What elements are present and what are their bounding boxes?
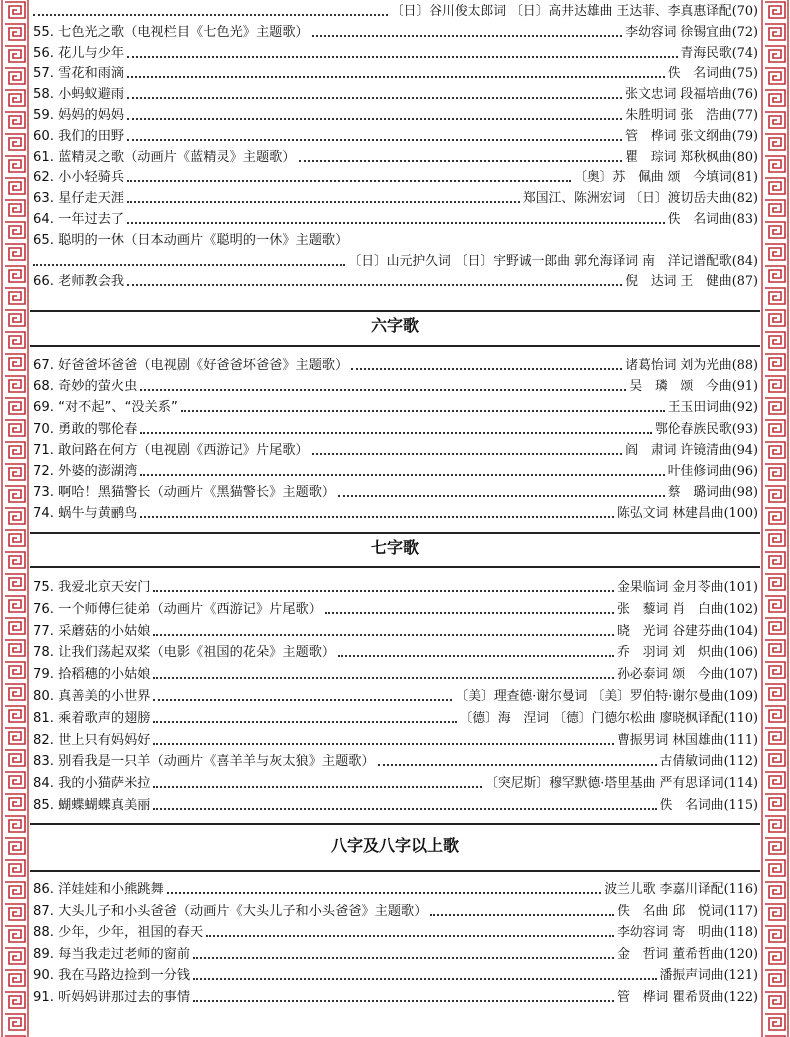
toc-entry-page: (115) — [723, 798, 758, 813]
toc-entry-title: 80. 真善美的小世界 — [33, 689, 151, 704]
toc-entry-page: (76) — [731, 87, 758, 103]
toc-entry-title: 79. 拾稻穗的小姑娘 — [33, 667, 151, 683]
toc-entry-title: 89. 每当我走过老师的窗前 — [33, 946, 191, 962]
leader-dots — [153, 807, 656, 810]
toc-entry — [30, 482, 760, 503]
decorative-border-left — [0, 0, 30, 1037]
toc-entry-page: (83) — [731, 212, 758, 227]
toc-entry-page: (118) — [723, 925, 758, 941]
toc-entry-page: (110) — [723, 710, 758, 726]
toc-entry — [30, 708, 760, 729]
leader-dots — [206, 934, 614, 937]
leader-dots — [33, 263, 345, 266]
toc-entry-title: 61. 蓝精灵之歌（动画片《蓝精灵》主题歌） — [33, 149, 296, 165]
toc-entry — [30, 751, 760, 772]
toc-entry — [30, 944, 760, 965]
toc-entry — [30, 879, 760, 900]
toc-entry — [30, 730, 760, 751]
section-rule — [30, 345, 760, 347]
leader-dots — [153, 633, 614, 636]
toc-entry-credits: 吴 璘 颂 今曲 — [629, 379, 732, 395]
leader-dots — [338, 654, 614, 657]
toc-entry-credits: 管 桦词 张文纲曲 — [625, 128, 732, 144]
leader-dots — [140, 388, 626, 391]
toc-entry — [30, 147, 760, 168]
toc-entry-page: (84) — [731, 253, 758, 269]
toc-entry — [30, 355, 760, 376]
section-heading-eight-char: 八字及八字以上歌 — [330, 836, 459, 855]
toc-entry-credits: 管 桦词 瞿希贤曲 — [617, 990, 724, 1005]
toc-entry-credits: 鄂伦春族民歌 — [654, 421, 732, 437]
toc-entry-credits: 陈弘文词 林建昌曲 — [617, 506, 724, 522]
toc-entry-title: 74. 蜗牛与黄鹂鸟 — [33, 506, 138, 522]
toc-entry-credits: 青海民歌 — [680, 45, 732, 61]
toc-entry — [30, 126, 760, 147]
leader-dots — [127, 117, 622, 120]
toc-entry-credits: 佚 名词曲 — [667, 66, 732, 82]
toc-entry-title: 69. “对不起”、“没关系” — [33, 400, 178, 416]
toc-entry-credits: 〔突尼斯〕穆罕默德·塔里基曲 严有思译词 — [485, 776, 724, 792]
toc-entry — [30, 795, 760, 816]
toc-entry-title: 72. 外婆的澎湖湾 — [33, 464, 138, 479]
toc-entry-title: 88. 少年，少年，祖国的春天 — [33, 925, 204, 941]
toc-entry-title: 57. 雪花和雨滴 — [33, 66, 125, 82]
toc-entry-credits: 〔美〕理查德·谢尔曼词 〔美〕罗伯特·谢尔曼曲 — [455, 689, 724, 704]
toc-entry-page: (75) — [731, 66, 758, 82]
toc-entry-credits: 李幼容词 寄 明曲 — [617, 925, 724, 941]
toc-entry-credits: 张 藜词 肖 白曲 — [617, 601, 724, 617]
toc-entry-credits: 佚 名曲 邱 悦词 — [617, 903, 724, 919]
toc-entry — [30, 167, 760, 188]
leader-dots — [325, 611, 614, 614]
leader-dots — [299, 159, 623, 162]
section-rule — [30, 823, 760, 825]
toc-entry-title: 62. 小小轻骑兵 — [33, 170, 125, 186]
toc-entry — [30, 1, 760, 22]
leader-dots — [153, 698, 452, 701]
toc-entry-title: 81. 乘着歌声的翅膀 — [33, 710, 151, 726]
toc-entry — [30, 965, 760, 986]
toc-entry-title: 63. 星仔走天涯 — [33, 191, 125, 207]
toc-entry — [30, 987, 760, 1008]
toc-entry-page: (74) — [731, 45, 758, 61]
toc-entry-page: (112) — [723, 754, 758, 770]
leader-dots — [127, 283, 622, 286]
leader-dots — [312, 452, 623, 455]
leader-dots — [140, 473, 664, 476]
toc-entry-credits: 倪 达词 王 健曲 — [625, 274, 732, 290]
leader-dots — [127, 55, 677, 58]
leader-dots — [127, 138, 622, 141]
toc-entry — [30, 599, 760, 620]
section-rule — [30, 310, 760, 312]
toc-entry-page: (98) — [731, 485, 758, 501]
toc-entry-page: (120) — [723, 946, 758, 962]
toc-entry-page: (100) — [723, 506, 758, 522]
toc-entry-title: 73. 啊哈！黑猫警长（动画片《黑猫警长》主题歌） — [33, 485, 336, 501]
section-rule — [30, 870, 760, 872]
section-heading-seven-char: 七字歌 — [370, 538, 419, 557]
toc-entry-credits: 郑国江、陈洲宏词 〔日〕渡切岳夫曲 — [522, 191, 732, 207]
toc-entry-page: (94) — [731, 442, 758, 458]
toc-entry — [30, 901, 760, 922]
toc-entry-title: 78. 让我们荡起双桨（电影《祖国的花朵》主题歌） — [33, 645, 336, 661]
toc-entry-title: 67. 好爸爸坏爸爸（电视剧《好爸爸坏爸爸》主题歌） — [33, 358, 349, 373]
toc-entry — [30, 43, 760, 64]
toc-entry — [30, 642, 760, 663]
toc-entry-page: (93) — [731, 421, 758, 437]
toc-entry-title: 75. 我爱北京天安门 — [33, 580, 151, 595]
toc-entry-credits: 王玉田词曲 — [667, 400, 732, 416]
leader-dots — [312, 34, 623, 37]
toc-entry-credits: 阎 肃词 许镜清曲 — [625, 442, 732, 458]
toc-entry-page: (121) — [723, 968, 758, 984]
toc-entry-title: 66. 老师教会我 — [33, 274, 125, 290]
toc-entry-credits: 〔奥〕苏 佩曲 颂 今填词 — [574, 170, 732, 186]
section-heading-six-char: 六字歌 — [370, 316, 419, 335]
toc-entry-page: (80) — [731, 149, 758, 165]
toc-entry — [30, 503, 760, 524]
toc-entry-page: (79) — [731, 128, 758, 144]
leader-dots — [430, 913, 614, 916]
leader-dots — [193, 977, 657, 980]
toc-entry-title: 82. 世上只有妈妈好 — [33, 732, 151, 748]
toc-entry-page: (72) — [731, 24, 758, 40]
leader-dots — [140, 431, 652, 434]
toc-entry-page: (96) — [731, 464, 758, 479]
leader-dots — [153, 676, 614, 679]
toc-entry — [30, 773, 760, 794]
leader-dots — [193, 999, 614, 1002]
toc-entry-title: 76. 一个师傅仨徒弟（动画片《西游记》片尾歌） — [33, 601, 322, 617]
toc-entry-title: 91. 听妈妈讲那过去的事情 — [33, 990, 191, 1005]
toc-entry — [30, 577, 760, 598]
toc-entry-credits: 佚 名词曲 — [667, 212, 732, 227]
leader-dots — [153, 720, 456, 723]
leader-dots — [127, 200, 520, 203]
toc-entry-page: (70) — [731, 4, 758, 19]
leader-dots — [193, 956, 614, 959]
toc-entry-page: (91) — [731, 379, 758, 395]
toc-entry-title: 77. 采蘑菇的小姑娘 — [33, 623, 151, 639]
toc-entry-page: (88) — [731, 358, 758, 373]
toc-entry — [30, 188, 760, 209]
toc-entry-title: 65. 聪明的一休（日本动画片《聪明的一休》主题歌） — [33, 232, 349, 248]
toc-entry-page: (102) — [723, 601, 758, 617]
toc-entry-credits: 朱胜明词 张 浩曲 — [625, 108, 732, 123]
toc-entry-credits: 潘振声词曲 — [659, 968, 724, 984]
toc-entry-title: 83. 别看我是一只羊（动画片《喜羊羊与灰太狼》主题歌） — [33, 754, 375, 770]
toc-entry-page: (101) — [723, 580, 758, 595]
toc-entry — [30, 686, 760, 707]
toc-entry-title: 71. 敢问路在何方（电视剧《西游记》片尾歌） — [33, 442, 309, 458]
toc-entry-credits: 叶佳修词曲 — [667, 464, 732, 479]
leader-dots — [127, 96, 622, 99]
toc-entry-page: (82) — [731, 191, 758, 207]
toc-entry-title: 55. 七色光之歌（电视栏目《七色光》主题歌） — [33, 24, 309, 40]
toc-entry — [30, 209, 760, 230]
toc-entry — [30, 419, 760, 440]
toc-entry — [30, 271, 760, 292]
toc-entry-credits: 〔德〕海 涅词 〔德〕门德尔松曲 廖晓枫译配 — [459, 710, 724, 726]
toc-entry-page: (81) — [731, 170, 758, 186]
toc-entry — [30, 397, 760, 418]
leader-dots — [127, 179, 571, 182]
toc-entry-title: 85. 蝴蝶蝴蝶真美丽 — [33, 798, 151, 813]
toc-entry-credits: 波兰儿歌 李嘉川译配 — [604, 882, 724, 897]
toc-entry — [30, 922, 760, 943]
leader-dots — [153, 589, 614, 592]
toc-entry-page: (122) — [723, 990, 758, 1005]
toc-entry-page: (92) — [731, 400, 758, 416]
toc-entry-credits: 金 哲词 董希哲曲 — [617, 946, 724, 962]
toc-entry-page: (106) — [723, 645, 758, 661]
toc-entry-page: (107) — [723, 667, 758, 683]
toc-entry — [30, 105, 760, 126]
toc-entry-title: 87. 大头儿子和小头爸爸（动画片《大头儿子和小头爸爸》主题歌） — [33, 903, 428, 919]
toc-entry-title: 68. 奇妙的萤火虫 — [33, 379, 138, 395]
toc-entry-credits: 诸葛怡词 刘为光曲 — [625, 358, 732, 373]
toc-entry-page: (111) — [723, 732, 758, 748]
toc-entry-page: (77) — [731, 108, 758, 123]
leader-dots — [127, 75, 665, 78]
toc-entry-title: 86. 洋娃娃和小熊跳舞 — [33, 882, 164, 897]
toc-entry-title: 56. 花儿与少年 — [33, 45, 125, 61]
toc-entry-page: (116) — [723, 882, 758, 897]
section-rule — [30, 532, 760, 534]
toc-entry — [30, 376, 760, 397]
toc-entry-page: (87) — [731, 274, 758, 290]
leader-dots — [153, 742, 614, 745]
leader-dots — [181, 409, 665, 412]
toc-entry-credits: 瞿 琮词 郑秋枫曲 — [625, 149, 732, 165]
toc-entry-page: (104) — [723, 623, 758, 639]
leader-dots — [127, 221, 665, 224]
toc-entry-credits: 古倩敏词曲 — [659, 754, 724, 770]
leader-dots — [153, 785, 482, 788]
section-rule — [30, 566, 760, 568]
leader-dots — [33, 13, 388, 16]
toc-entry — [30, 63, 760, 84]
toc-entry-credits: 乔 羽词 刘 炽曲 — [617, 645, 724, 661]
leader-dots — [351, 367, 622, 370]
decorative-border-right — [760, 0, 790, 1037]
leader-dots — [378, 763, 657, 766]
toc-entry — [30, 461, 760, 482]
toc-entry — [30, 84, 760, 105]
toc-entry-title: 58. 小蚂蚁避雨 — [33, 87, 125, 103]
toc-entry-credits: 晓 光词 谷建芬曲 — [617, 623, 724, 639]
toc-entry-credits: 佚 名词曲 — [659, 798, 724, 813]
toc-entry-credits: 〔日〕谷川俊太郎词 〔日〕高井达雄曲 王达菲、李真惠译配 — [390, 4, 732, 19]
toc-entry-credits: 张文忠词 段福培曲 — [625, 87, 732, 103]
leader-dots — [338, 494, 665, 497]
toc-entry-credits: 曹振男词 林国雄曲 — [617, 732, 724, 748]
toc-page — [30, 0, 760, 1037]
toc-entry-title: 64. 一年过去了 — [33, 212, 125, 227]
toc-entry-title: 59. 妈妈的妈妈 — [33, 108, 125, 123]
toc-entry-credits: 〔日〕山元护久词 〔日〕宇野诚一郎曲 郭允海译词 南 洋记谱配歌 — [348, 253, 732, 269]
toc-entry — [30, 22, 760, 43]
toc-entry-title: 90. 我在马路边捡到一分钱 — [33, 968, 191, 984]
toc-entry — [30, 230, 760, 251]
toc-entry-page: (114) — [723, 776, 758, 792]
toc-entry-title: 70. 勇敢的鄂伦春 — [33, 421, 138, 437]
toc-entry-credits: 孙必泰词 颂 今曲 — [617, 667, 724, 683]
toc-entry-title: 84. 我的小猫萨米拉 — [33, 776, 151, 792]
leader-dots — [140, 515, 614, 518]
toc-entry-credits: 金果临词 金月苓曲 — [617, 580, 724, 595]
toc-entry — [30, 440, 760, 461]
leader-dots — [167, 891, 602, 894]
toc-entry — [30, 251, 760, 272]
toc-entry-credits: 蔡 璐词曲 — [667, 485, 732, 501]
fret-pattern-icon — [0, 0, 30, 1037]
toc-entry-title: 60. 我们的田野 — [33, 128, 125, 144]
toc-entry — [30, 621, 760, 642]
toc-entry-credits: 李幼容词 徐锡宜曲 — [625, 24, 732, 40]
toc-entry-page: (109) — [723, 689, 758, 704]
fret-pattern-icon — [760, 0, 790, 1037]
toc-entry — [30, 664, 760, 685]
toc-entry-page: (117) — [723, 903, 758, 919]
